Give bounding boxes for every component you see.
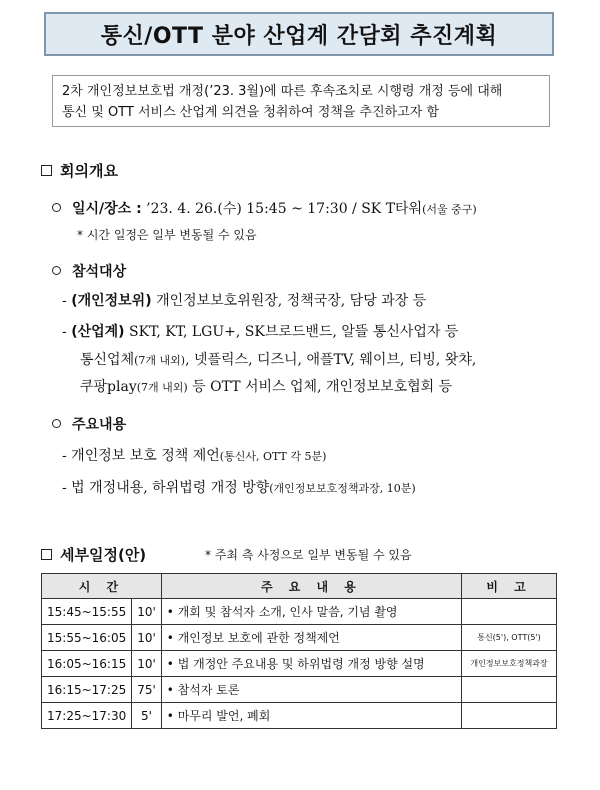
circle-bullet-icon bbox=[52, 266, 61, 275]
circle-bullet-icon bbox=[52, 203, 61, 212]
industry-line-1: SKT, KT, LGU+, SK브로드밴드, 알뜰 통신사업자 등 bbox=[129, 324, 459, 340]
row-time: 16:05~16:15 bbox=[42, 651, 132, 677]
row-content-text: 마무리 발언, 폐회 bbox=[177, 709, 271, 723]
industry-line-3 bbox=[80, 376, 452, 396]
attendees-label: 참석대상 bbox=[72, 264, 127, 280]
summary-line-1: 2차 개인정보보호법 개정(’23. 3월)에 따른 후속조치로 시행령 개정 등에 대해 bbox=[62, 84, 503, 99]
square-bullet-icon bbox=[41, 165, 52, 176]
industry-label: (산업계) bbox=[71, 324, 125, 340]
row-content: • 법 개정안 주요내용 및 하위법령 개정 방향 설명 bbox=[161, 651, 461, 677]
table-header-row bbox=[42, 574, 557, 599]
industry-line-2b: (7개 내외) bbox=[134, 354, 186, 367]
row-remark bbox=[462, 677, 557, 703]
industry-line-2 bbox=[80, 349, 476, 369]
table-row bbox=[42, 677, 557, 703]
topic-2 bbox=[62, 477, 416, 497]
row-time: 15:45~15:55 bbox=[42, 599, 132, 625]
table-row bbox=[42, 703, 557, 729]
header-remark: 비 고 bbox=[462, 574, 557, 599]
table-row bbox=[42, 651, 557, 677]
pipc-value: 개인정보보호위원장, 정책국장, 담당 과장 등 bbox=[156, 293, 427, 309]
datetime-label: 일시/장소 : bbox=[72, 201, 142, 217]
topics-label: 주요내용 bbox=[72, 417, 127, 433]
row-duration: 10' bbox=[132, 599, 162, 625]
industry-line-2a: 통신업체 bbox=[80, 352, 135, 368]
header-time: 시 간 bbox=[42, 574, 162, 599]
pipc-label: (개인정보위) bbox=[71, 293, 152, 309]
attendees-heading bbox=[52, 261, 126, 281]
topic-2-text: - 법 개정내용, 하위법령 개정 방향 bbox=[62, 480, 270, 496]
datetime-place: (서울 중구) bbox=[422, 203, 477, 216]
document-title bbox=[44, 12, 554, 56]
summary-line-2: 통신 및 OTT 서비스 산업계 의견을 청취하여 정책을 추진하고자 함 bbox=[62, 105, 440, 120]
datetime-line bbox=[52, 198, 477, 218]
row-content: • 개인정보 보호에 관한 정책제언 bbox=[161, 625, 461, 651]
schedule-table bbox=[41, 573, 557, 729]
row-remark bbox=[462, 599, 557, 625]
schedule-heading-text: 세부일정(안) bbox=[60, 546, 147, 564]
topic-1-text: - 개인정보 보호 정책 제언 bbox=[62, 448, 220, 464]
row-remark: 통신(5'), OTT(5') bbox=[462, 625, 557, 651]
header-content: 주 요 내 용 bbox=[161, 574, 461, 599]
row-time: 15:55~16:05 bbox=[42, 625, 132, 651]
row-duration: 5' bbox=[132, 703, 162, 729]
row-content-text: 참석자 토론 bbox=[177, 683, 240, 697]
row-content: • 마무리 발언, 폐회 bbox=[161, 703, 461, 729]
row-remark: 개인정보보호정책과장 bbox=[462, 651, 557, 677]
datetime-value: ’23. 4. 26.(수) 15:45 ~ 17:30 / SK T타워 bbox=[146, 201, 423, 217]
row-duration: 10' bbox=[132, 651, 162, 677]
topics-heading bbox=[52, 414, 126, 434]
row-time: 17:25~17:30 bbox=[42, 703, 132, 729]
section-overview-heading bbox=[41, 160, 118, 181]
row-duration: 75' bbox=[132, 677, 162, 703]
overview-heading-text: 회의개요 bbox=[60, 162, 118, 180]
row-content-text: 개인정보 보호에 관한 정책제언 bbox=[177, 631, 340, 645]
attendee-pipc: - (개인정보위) 개인정보보호위원장, 정책국장, 담당 과장 등 bbox=[62, 293, 427, 309]
row-content: • 개회 및 참석자 소개, 인사 말씀, 기념 촬영 bbox=[161, 599, 461, 625]
row-duration: 10' bbox=[132, 625, 162, 651]
circle-bullet-icon bbox=[52, 419, 61, 428]
industry-line-2c: , 넷플릭스, 디즈니, 애플TV, 웨이브, 티빙, 왓챠, bbox=[185, 352, 477, 368]
topic-1 bbox=[62, 445, 326, 465]
industry-line-3c: 등 OTT 서비스 업체, 개인정보보호협회 등 bbox=[187, 379, 453, 395]
schedule-note: * 주최 측 사정으로 일부 변동될 수 있음 bbox=[205, 548, 412, 562]
industry-line-3b: (7개 내외) bbox=[136, 381, 188, 394]
row-content: • 참석자 토론 bbox=[161, 677, 461, 703]
table-row bbox=[42, 625, 557, 651]
section-schedule-heading bbox=[41, 544, 146, 565]
datetime-note: * 시간 일정은 일부 변동될 수 있음 bbox=[77, 228, 257, 242]
summary-box bbox=[52, 75, 550, 127]
row-time: 16:15~17:25 bbox=[42, 677, 132, 703]
industry-line-3a: 쿠팡play bbox=[80, 379, 137, 395]
attendee-industry: - (산업계) SKT, KT, LGU+, SK브로드밴드, 알뜰 통신사업자 등 bbox=[62, 324, 459, 340]
topic-2-sub: (개인정보보호정책과장, 10분) bbox=[269, 482, 416, 495]
table-row bbox=[42, 599, 557, 625]
title-text: 통신/OTT 분야 산업계 간담회 추진계획 bbox=[100, 23, 498, 49]
row-remark bbox=[462, 703, 557, 729]
row-content-text: 개회 및 참석자 소개, 인사 말씀, 기념 촬영 bbox=[177, 605, 398, 619]
square-bullet-icon bbox=[41, 549, 52, 560]
topic-1-sub: (통신사, OTT 각 5분) bbox=[219, 450, 327, 463]
row-content-text: 법 개정안 주요내용 및 하위법령 개정 방향 설명 bbox=[177, 657, 425, 671]
